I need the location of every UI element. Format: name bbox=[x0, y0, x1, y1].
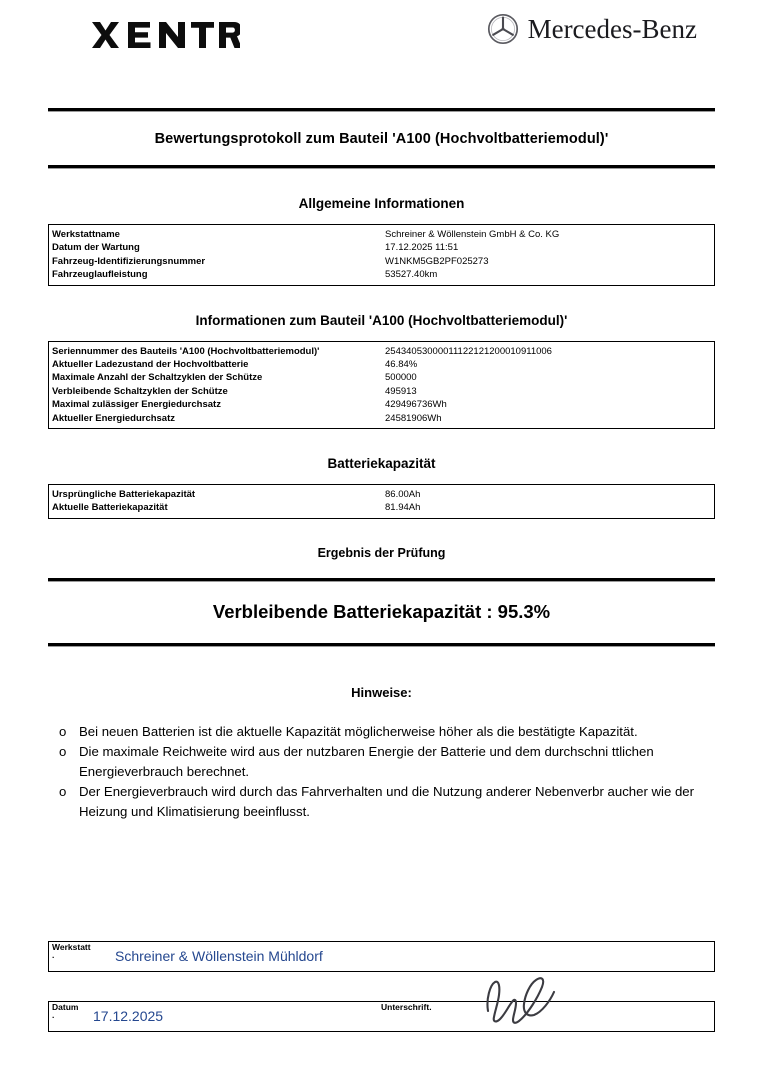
document-header bbox=[48, 0, 715, 108]
result-banner: Verbleibende Batteriekapazität : 95.3% bbox=[212, 600, 551, 622]
list-item bbox=[54, 782, 707, 821]
section-title-capacity: Batteriekapazität bbox=[327, 456, 436, 472]
section-title-result: Ergebnis der Prüfung bbox=[317, 545, 446, 560]
table-row bbox=[49, 412, 715, 429]
battery-capacity-table bbox=[48, 484, 715, 519]
signature-block bbox=[48, 941, 715, 1032]
table-row bbox=[49, 371, 715, 384]
workshop-caption: Werkstatt . bbox=[52, 942, 91, 960]
component-information-table bbox=[48, 341, 715, 429]
bullet-marker: o bbox=[59, 744, 67, 760]
table-row bbox=[49, 358, 715, 371]
workshop-field[interactable] bbox=[48, 941, 715, 972]
row-value: 46.84% bbox=[385, 359, 418, 371]
date-caption: Datum . bbox=[52, 1002, 79, 1020]
row-value: 429496736Wh bbox=[385, 399, 447, 411]
date-signature-row bbox=[48, 1001, 715, 1032]
table-row bbox=[49, 385, 715, 398]
row-value: 24581906Wh bbox=[385, 412, 442, 424]
row-label: Fahrzeuglaufleistung bbox=[52, 269, 148, 281]
xentry-logo bbox=[90, 18, 240, 57]
table-row bbox=[49, 255, 715, 268]
notes-list bbox=[48, 722, 715, 822]
row-label: Fahrzeug-Identifizierungsnummer bbox=[52, 255, 206, 267]
row-label: Seriennummer des Bauteils 'A100 (Hochvoltbatteriemodul)' bbox=[52, 345, 320, 357]
row-value: 53527.40km bbox=[385, 269, 438, 281]
row-label: Datum der Wartung bbox=[52, 242, 140, 254]
list-item bbox=[54, 722, 707, 742]
mercedes-benz-logo bbox=[486, 12, 697, 46]
row-label: Maximale Anzahl der Schaltzyklen der Schütze bbox=[52, 372, 263, 384]
row-value: 25434053000011122121200010911006 bbox=[385, 345, 552, 357]
bullet-marker: o bbox=[59, 784, 67, 800]
row-value: 500000 bbox=[385, 372, 417, 384]
table-row bbox=[49, 225, 715, 242]
row-value: W1NKM5GB2PF025273 bbox=[385, 255, 489, 267]
signature-caption: Unterschrift. bbox=[381, 1002, 432, 1012]
table-row bbox=[49, 241, 715, 254]
row-label: Werkstattname bbox=[52, 229, 120, 240]
row-value: 495913 bbox=[385, 385, 417, 397]
brand-name: Mercedes-Benz bbox=[527, 13, 697, 44]
bullet-marker: o bbox=[59, 723, 67, 739]
table-row bbox=[49, 485, 715, 502]
row-value: Schreiner & Wöllenstein GmbH & Co. KG bbox=[385, 229, 560, 240]
list-item bbox=[54, 742, 707, 781]
row-label: Maximal zulässiger Energiedurchsatz bbox=[52, 399, 221, 411]
section-title-general: Allgemeine Informationen bbox=[298, 196, 465, 211]
row-label: Aktuelle Batteriekapazität bbox=[52, 502, 168, 514]
date-signature-box[interactable] bbox=[48, 1001, 715, 1032]
row-value: 81.94Ah bbox=[385, 502, 421, 514]
table-row bbox=[49, 501, 715, 518]
table-row bbox=[49, 341, 715, 358]
date-value: 17.12.2025 bbox=[93, 1008, 164, 1024]
note-text: Die maximale Reichweite wird aus der nutzbaren Energie der Batterie und dem durchschni ttlichen Energieverbrauch berechnet. bbox=[79, 744, 654, 779]
general-information-table bbox=[48, 224, 715, 286]
workshop-value: Schreiner & Wöllenstein Mühldorf bbox=[115, 948, 323, 964]
page-title: Bewertungsprotokoll zum Bauteil 'A100 (Hochvoltbatteriemodul)' bbox=[154, 131, 609, 147]
table-row bbox=[49, 268, 715, 285]
note-text: Bei neuen Batterien ist die aktuelle Kapazität möglicherweise höher als die bestätigte Kapazität. bbox=[79, 723, 638, 739]
row-value: 17.12.2025 11:51 bbox=[385, 242, 459, 254]
row-label: Aktueller Ladezustand der Hochvoltbatterie bbox=[52, 359, 249, 371]
row-label: Ursprüngliche Batteriekapazität bbox=[52, 489, 196, 501]
section-title-component: Informationen zum Bauteil 'A100 (Hochvoltbatteriemodul)' bbox=[195, 312, 568, 328]
result-rule-bottom bbox=[48, 643, 715, 647]
row-label: Aktueller Energiedurchsatz bbox=[52, 412, 176, 424]
mercedes-star-icon bbox=[486, 12, 520, 46]
note-text: Der Energieverbrauch wird durch das Fahrverhalten und die Nutzung anderer Nebenverbr aucher wie der Heizung und Klimatisierung beeinflusst. bbox=[79, 784, 695, 819]
row-label: Verbleibende Schaltzyklen der Schütze bbox=[52, 385, 228, 397]
row-value: 86.00Ah bbox=[385, 489, 421, 501]
table-row bbox=[49, 398, 715, 411]
notes-title: Hinweise: bbox=[351, 684, 412, 700]
title-rule-bottom bbox=[48, 165, 715, 169]
